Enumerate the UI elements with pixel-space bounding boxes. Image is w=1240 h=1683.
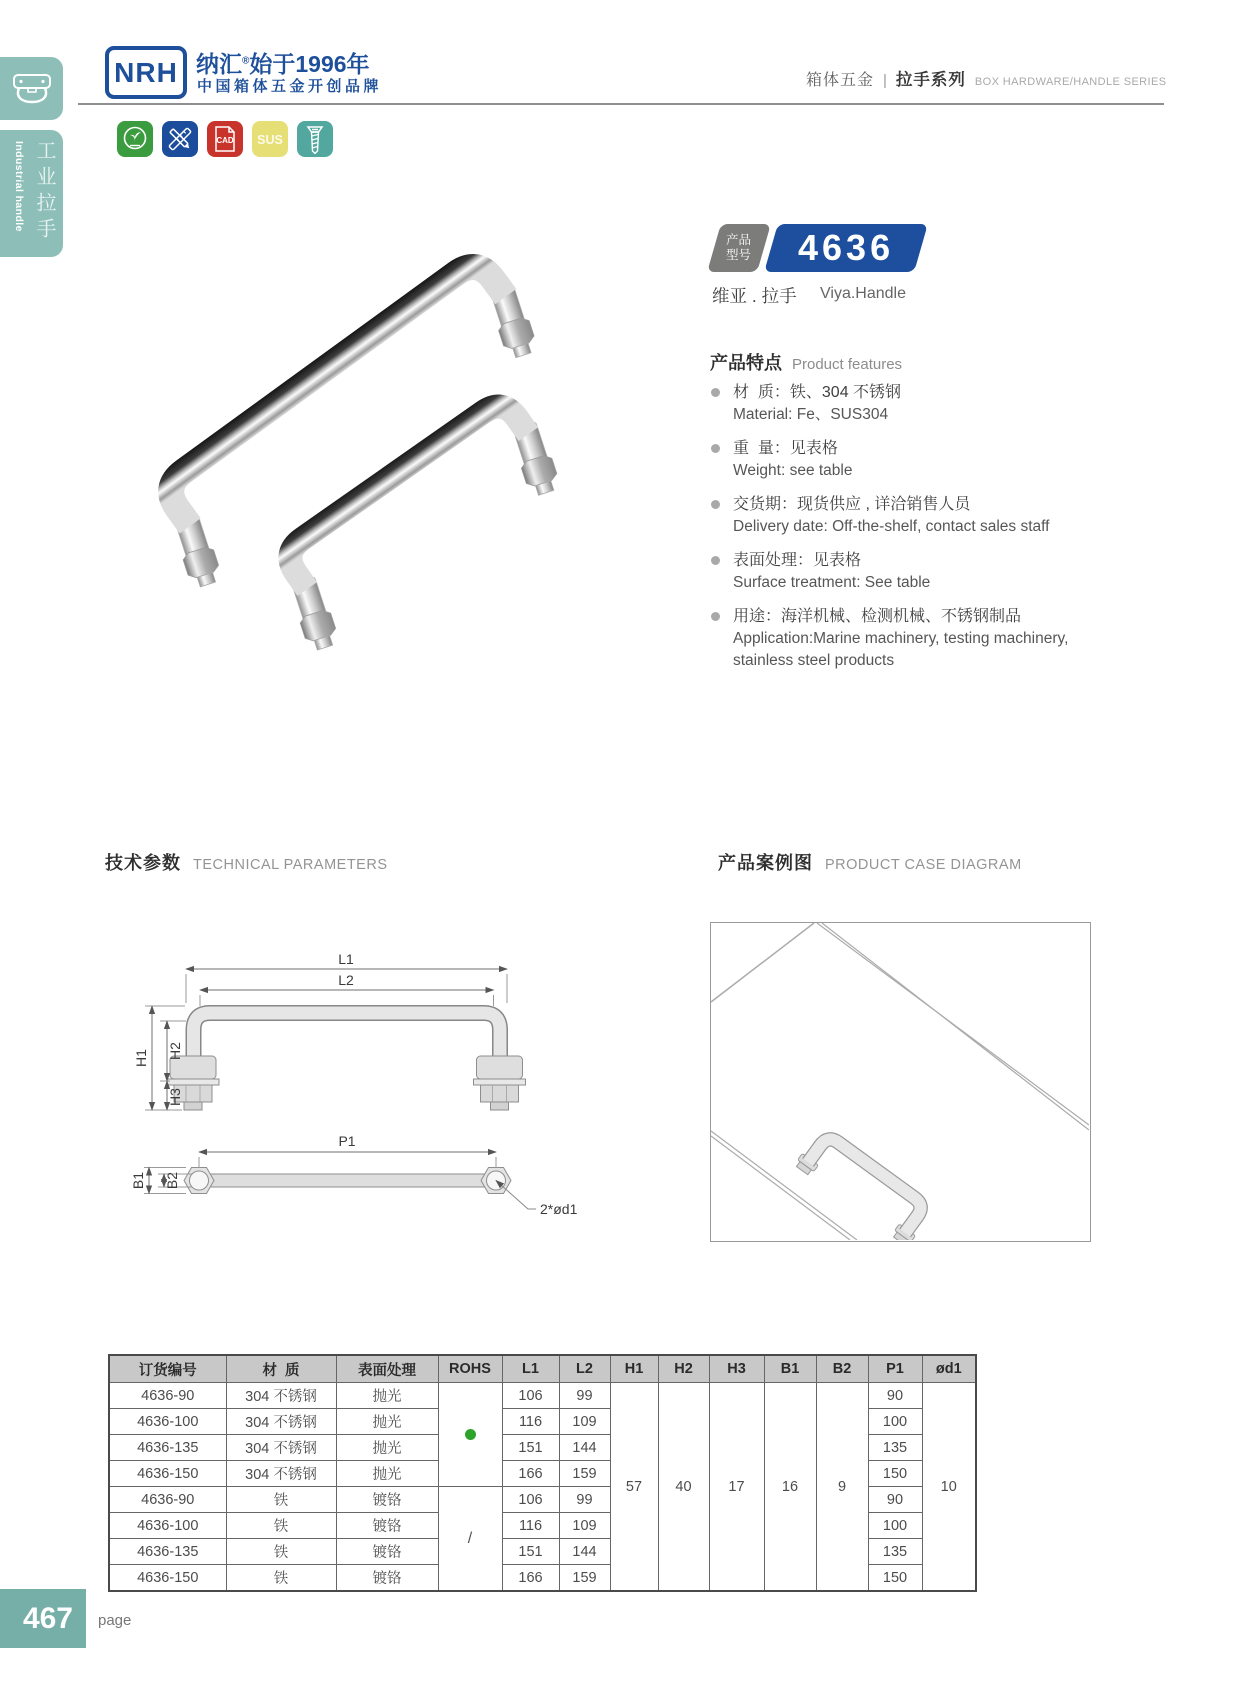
rohs-slash: / (467, 1529, 473, 1547)
l1-cell: 166 (502, 1565, 559, 1592)
order-no-cell: 4636-90 (109, 1383, 226, 1409)
brand-logo: NRH (105, 46, 187, 99)
spec-body (109, 1383, 976, 1592)
surface-cell: 镀铬 (336, 1487, 438, 1513)
mount-right (474, 1056, 526, 1110)
features-title-zh: 产品特点 (710, 353, 782, 373)
product-name-en: Viya.Handle (820, 285, 906, 302)
product-photo (115, 195, 660, 660)
p1-cell: 90 (868, 1383, 922, 1409)
certification-icons (117, 121, 333, 157)
surface-cell: 镀铬 (336, 1513, 438, 1539)
dim-L1: L1 (338, 951, 354, 967)
sus-label: SUS (257, 133, 283, 147)
spec-col-header: L2 (559, 1355, 610, 1383)
screw-icon (297, 121, 333, 157)
header-divider: | (883, 72, 887, 89)
l2-cell: 109 (559, 1513, 610, 1539)
feature-zh: 材 质：铁、304 不锈钢 (733, 384, 902, 401)
material-cell: 304 不锈钢 (226, 1461, 336, 1487)
order-no-cell: 4636-100 (109, 1409, 226, 1435)
rohs-dot (465, 1429, 476, 1440)
dim-H3: H3 (167, 1088, 183, 1106)
sidebar-handle-tab[interactable] (0, 57, 63, 120)
header-series-en: BOX HARDWARE/HANDLE SERIES (974, 76, 1167, 88)
order-no-cell: 4636-90 (109, 1487, 226, 1513)
surface-cell: 抛光 (336, 1409, 438, 1435)
series-header (806, 66, 1166, 90)
product-name-zh: 维亚 . 拉手 (712, 286, 797, 306)
l2-cell: 109 (559, 1409, 610, 1435)
header-category: 箱体五金 (806, 72, 875, 89)
model-tag-line2: 型号 (726, 248, 752, 262)
model-tag-line1: 产品 (726, 233, 752, 247)
model-number: 4636 (797, 227, 895, 268)
surface-cell: 抛光 (336, 1435, 438, 1461)
sidebar-category-tab[interactable] (0, 130, 63, 257)
dim-hole: 2*ød1 (540, 1201, 578, 1217)
l2-cell: 99 (559, 1383, 610, 1409)
l2-cell: 99 (559, 1487, 610, 1513)
header-rule (78, 103, 1164, 105)
p1-cell: 90 (868, 1487, 922, 1513)
feature-en: Material: Fe、SUS304 (733, 406, 889, 423)
technical-drawing (100, 878, 600, 1243)
dim-H1: H1 (133, 1049, 149, 1067)
model-number-badge (764, 224, 928, 272)
material-cell: 铁 (226, 1565, 336, 1592)
l1-cell: 116 (502, 1513, 559, 1539)
material-cell: 铁 (226, 1539, 336, 1565)
p1-cell: 150 (868, 1461, 922, 1487)
features-title-en: Product features (792, 356, 903, 373)
case-diagram-header (718, 849, 1022, 875)
feature-item (733, 437, 1123, 482)
order-no-cell: 4636-135 (109, 1539, 226, 1565)
material-cell: 铁 (226, 1487, 336, 1513)
tech-params-title-en: TECHNICAL PARAMETERS (193, 857, 388, 873)
l1-cell: 166 (502, 1461, 559, 1487)
p1-cell: 100 (868, 1409, 922, 1435)
material-cell: 铁 (226, 1513, 336, 1539)
spec-col-header: 表面处理 (336, 1355, 438, 1383)
feature-en: Delivery date: Off-the-shelf, contact sales staff (733, 518, 1050, 535)
surface-cell: 镀铬 (336, 1539, 438, 1565)
handle-photo-large (133, 248, 556, 598)
page-label: page (98, 1612, 132, 1629)
eco-icon (117, 121, 153, 157)
dim-L2: L2 (338, 972, 354, 988)
dim-P1: P1 (338, 1133, 356, 1149)
l2-cell: 144 (559, 1539, 610, 1565)
l1-cell: 106 (502, 1487, 559, 1513)
brand-name: 纳汇 (196, 51, 242, 77)
feature-en: Weight: see table (733, 462, 853, 479)
feature-zh: 重 量：见表格 (733, 440, 838, 457)
spec-col-header: ROHS (438, 1355, 502, 1383)
l1-cell: 106 (502, 1383, 559, 1409)
registered-mark: ® (242, 55, 250, 67)
feature-zh: 交货期：现货供应 , 详洽销售人员 (733, 496, 971, 513)
spec-col-header: H3 (709, 1355, 764, 1383)
spec-col-header: 材 质 (226, 1355, 336, 1383)
rohs-cell (438, 1487, 502, 1592)
l1-cell: 151 (502, 1539, 559, 1565)
sidebar-label-zh: 工业拉手 (33, 140, 55, 244)
shared-H1-cell: 57 (610, 1383, 658, 1592)
cad-label: CAD (216, 136, 234, 145)
order-no-cell: 4636-150 (109, 1461, 226, 1487)
features-list (733, 381, 1123, 683)
material-cell: 304 不锈钢 (226, 1383, 336, 1409)
feature-item (733, 381, 1123, 426)
sus-icon (252, 121, 288, 157)
material-cell: 304 不锈钢 (226, 1409, 336, 1435)
features-title (710, 349, 902, 375)
shared-od1-cell: 10 (922, 1383, 976, 1592)
case-diagram-box (710, 922, 1091, 1242)
table-row (109, 1383, 976, 1409)
brand-slogan-line2: 中国箱体五金开创品牌 (197, 78, 383, 95)
p1-cell: 135 (868, 1539, 922, 1565)
l2-cell: 159 (559, 1461, 610, 1487)
header-series: 拉手系列 (895, 71, 966, 89)
dim-B2: B2 (164, 1171, 180, 1190)
feature-item (733, 605, 1123, 672)
feature-zh: 表面处理：见表格 (733, 552, 862, 569)
spec-table-wrap (108, 1354, 977, 1592)
spec-col-header: ød1 (922, 1355, 976, 1383)
order-no-cell: 4636-135 (109, 1435, 226, 1461)
feature-en: Application:Marine machinery, testing machinery, stainless steel products (733, 630, 1069, 669)
brand-since: 始于1996年 (249, 51, 370, 77)
spec-col-header: B1 (764, 1355, 816, 1383)
spec-col-header: H2 (658, 1355, 709, 1383)
tech-params-header (105, 849, 388, 875)
order-no-cell: 4636-150 (109, 1565, 226, 1592)
rohs-cell (438, 1383, 502, 1487)
model-tag-badge (707, 224, 771, 272)
feature-zh: 用途：海洋机械、检测机械、不锈钢制品 (733, 608, 1022, 625)
sidebar-label-en: Industrial handle (13, 141, 25, 232)
surface-cell: 抛光 (336, 1383, 438, 1409)
spec-col-header: B2 (816, 1355, 868, 1383)
p1-cell: 135 (868, 1435, 922, 1461)
surface-cell: 镀铬 (336, 1565, 438, 1592)
shared-H3-cell: 17 (709, 1383, 764, 1592)
spec-col-header: P1 (868, 1355, 922, 1383)
dim-H2: H2 (167, 1042, 183, 1060)
spec-col-header: L1 (502, 1355, 559, 1383)
dim-B1: B1 (130, 1171, 146, 1190)
order-no-cell: 4636-100 (109, 1513, 226, 1539)
end-hex-left (184, 1168, 214, 1194)
case-handle (794, 1129, 933, 1240)
spec-header-row (109, 1355, 976, 1383)
p1-cell: 150 (868, 1565, 922, 1592)
chest-handle-icon (11, 73, 53, 105)
cad-icon (207, 121, 243, 157)
handle-photo-small (254, 388, 579, 660)
shared-H2-cell: 40 (658, 1383, 709, 1592)
l1-cell: 116 (502, 1409, 559, 1435)
drafting-tools-icon (162, 121, 198, 157)
l2-cell: 144 (559, 1435, 610, 1461)
l1-cell: 151 (502, 1435, 559, 1461)
feature-item (733, 549, 1123, 594)
l2-cell: 159 (559, 1565, 610, 1592)
case-diagram-title-en: PRODUCT CASE DIAGRAM (825, 857, 1022, 873)
shared-B1-cell: 16 (764, 1383, 816, 1592)
shared-B2-cell: 9 (816, 1383, 868, 1592)
tech-params-title-zh: 技术参数 (105, 853, 181, 873)
page-number-box: 467 (0, 1589, 86, 1648)
surface-cell: 抛光 (336, 1461, 438, 1487)
feature-item (733, 493, 1123, 538)
spec-col-header: H1 (610, 1355, 658, 1383)
feature-en: Surface treatment: See table (733, 574, 931, 591)
p1-cell: 100 (868, 1513, 922, 1539)
spec-col-header: 订货编号 (109, 1355, 226, 1383)
case-diagram-title-zh: 产品案例图 (718, 853, 813, 873)
material-cell: 304 不锈钢 (226, 1435, 336, 1461)
spec-table (108, 1354, 977, 1592)
